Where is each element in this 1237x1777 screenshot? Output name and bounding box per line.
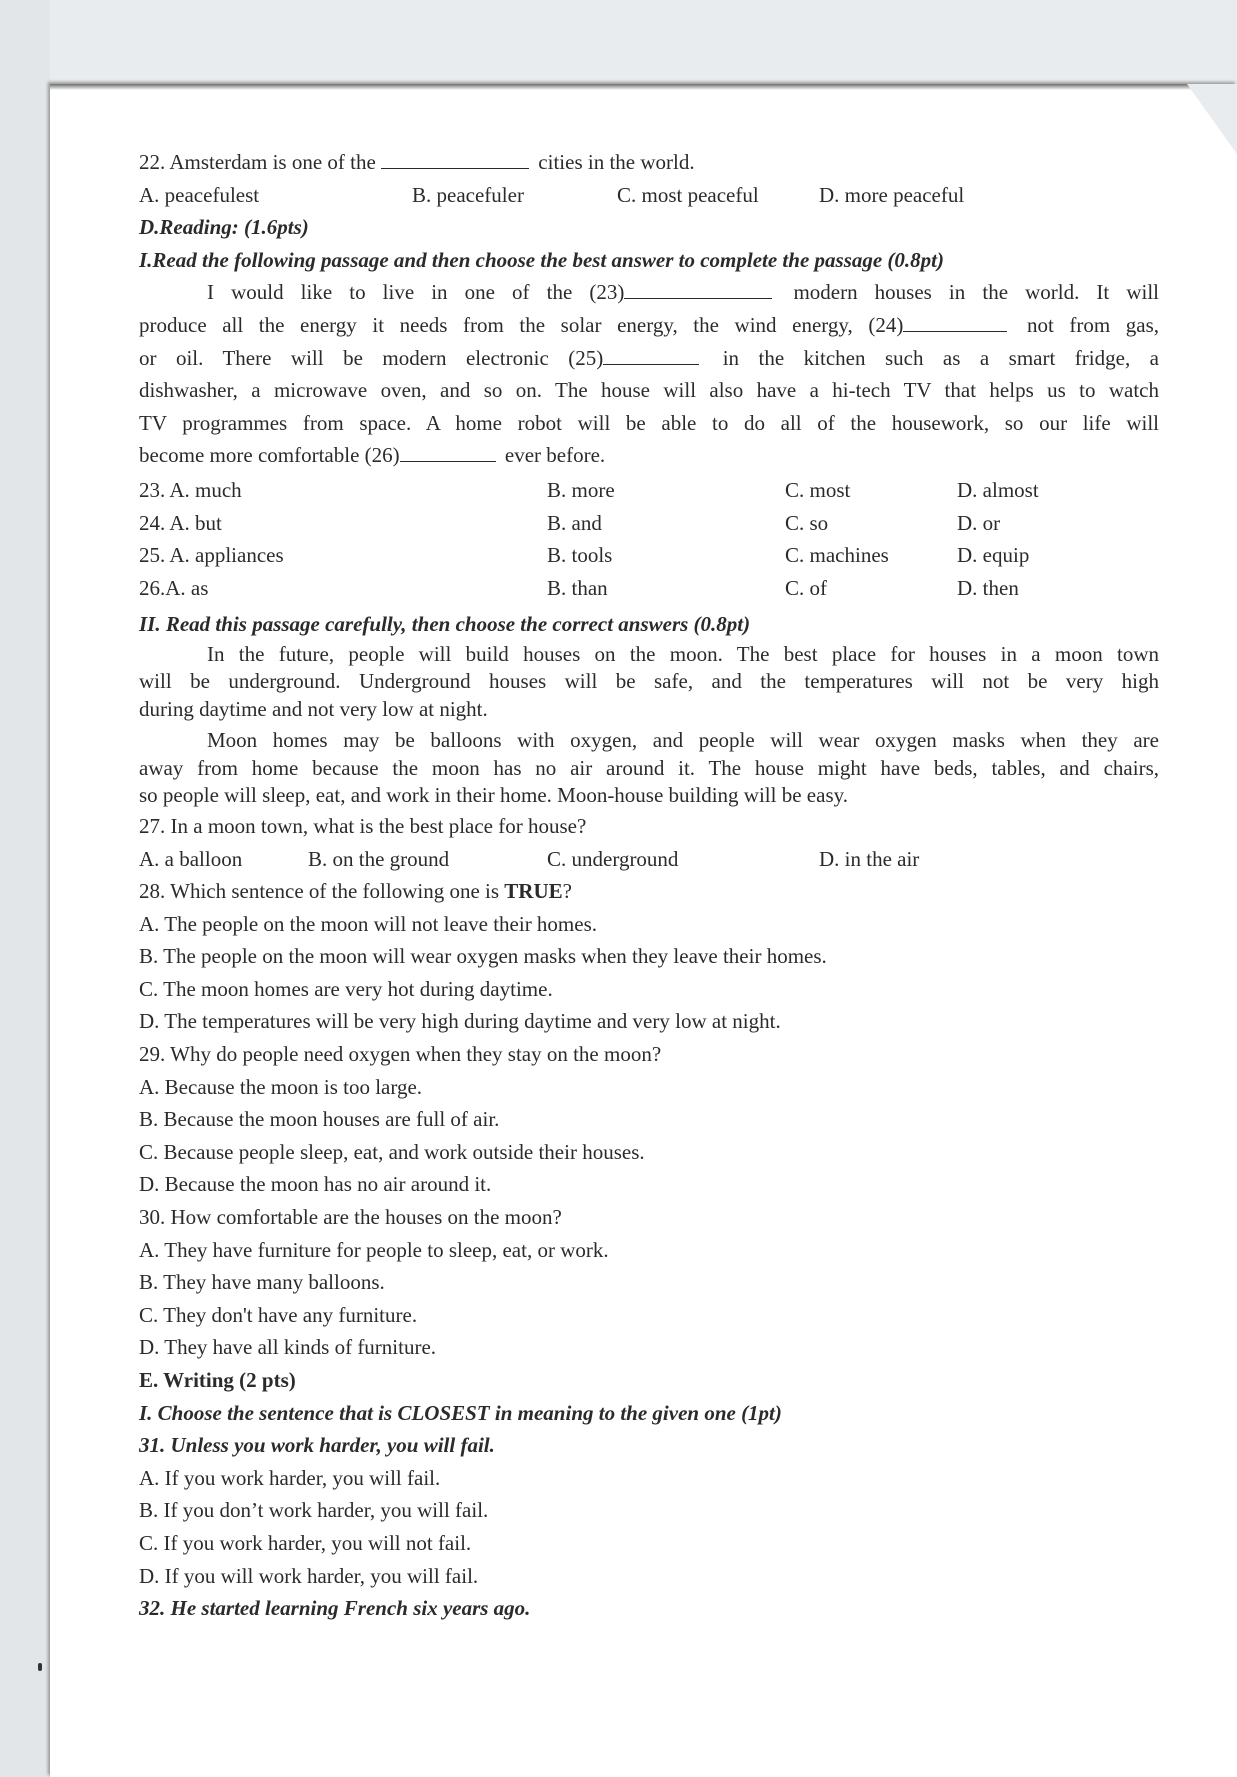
passage-1-line-4: dishwasher, a microwave oven, and so on. The house will also have a hi-tech TV that helps us to watch	[139, 378, 1159, 403]
option-26-a[interactable]: 26.A. as	[139, 575, 209, 600]
option-26-c[interactable]: C. of	[785, 575, 827, 600]
passage-2	[139, 641, 1159, 810]
option-31-b[interactable]: B. If you don’t work harder, you will fail.	[139, 1498, 489, 1523]
option-28-c[interactable]: C. The moon homes are very hot during daytime.	[139, 976, 553, 1001]
option-26-b[interactable]: B. than	[547, 575, 608, 600]
option-23-a[interactable]: 23. A. much	[139, 477, 242, 502]
option-30-b[interactable]: B. They have many balloons.	[139, 1270, 385, 1295]
answer-blank-24[interactable]	[903, 311, 1007, 332]
folded-corner	[1187, 84, 1237, 154]
option-30-a[interactable]: A. They have furniture for people to sleep, eat, or work.	[139, 1237, 609, 1262]
passage-2-line-1: In the future, people will build houses on the moon. The best place for houses in a moon town	[207, 641, 1159, 666]
passage-1-line-1	[139, 276, 1159, 309]
option-22-b[interactable]: B. peacefuler	[412, 182, 524, 207]
option-24-a[interactable]: 24. A. but	[139, 510, 222, 535]
answer-blank-25[interactable]	[603, 344, 699, 365]
question-29-stem: 29. Why do people need oxygen when they stay on the moon?	[139, 1042, 662, 1067]
option-23-d[interactable]: D. almost	[957, 477, 1039, 502]
option-31-a[interactable]: A. If you work harder, you will fail.	[139, 1465, 441, 1490]
option-28-d[interactable]: D. The temperatures will be very high during daytime and very low at night.	[139, 1009, 781, 1034]
passage-1	[139, 276, 1159, 472]
reading-part2-title: II. Read this passage carefully, then choose the correct answers (0.8pt)	[139, 612, 751, 637]
passage-2-line-2: will be underground. Underground houses will be safe, and the temperatures will not be very high	[139, 669, 1159, 694]
option-24-c[interactable]: C. so	[785, 510, 829, 535]
passage-1-line-2	[139, 309, 1159, 342]
option-31-d[interactable]: D. If you will work harder, you will fail.	[139, 1563, 479, 1588]
option-22-c[interactable]: C. most peaceful	[617, 182, 759, 207]
cloze-row-26	[139, 572, 1159, 605]
question-28-mark: ?	[562, 879, 572, 904]
option-23-b[interactable]: B. more	[547, 477, 615, 502]
option-30-d[interactable]: D. They have all kinds of furniture.	[139, 1335, 437, 1360]
option-22-a[interactable]: A. peacefulest	[139, 182, 260, 207]
passage-1-text: produce all the energy it needs from the solar energy, the wind energy, (24)	[139, 312, 904, 337]
option-27-c[interactable]: C. underground	[547, 846, 679, 871]
option-22-d[interactable]: D. more peaceful	[819, 182, 965, 207]
option-25-c[interactable]: C. machines	[785, 543, 889, 568]
answer-blank-23[interactable]	[624, 278, 772, 299]
passage-1-text: become more comfortable (26)	[139, 443, 400, 468]
question-22-stem-start: 22. Amsterdam is one of the	[139, 150, 376, 174]
option-31-c[interactable]: C. If you work harder, you will not fail.	[139, 1530, 472, 1555]
option-25-a[interactable]: 25. A. appliances	[139, 543, 284, 568]
question-31-stem: 31. Unless you work harder, you will fail.	[139, 1433, 495, 1458]
option-30-c[interactable]: C. They don't have any furniture.	[139, 1302, 418, 1327]
passage-1-text: modern houses in the world. It will	[793, 280, 1160, 305]
paper-top-shadow	[50, 84, 1237, 90]
question-22-options	[139, 179, 1159, 212]
question-22-stem-end: cities in the world.	[538, 150, 695, 174]
option-29-a[interactable]: A. Because the moon is too large.	[139, 1074, 423, 1099]
question-30-stem: 30. How comfortable are the houses on the moon?	[139, 1205, 562, 1230]
question-32-stem: 32. He started learning French six years ago.	[139, 1596, 531, 1621]
passage-1-text: ever before.	[504, 443, 606, 468]
question-27-stem: 27. In a moon town, what is the best place for house?	[139, 813, 587, 838]
answer-blank-22[interactable]	[381, 148, 529, 169]
reading-heading: D.Reading: (1.6pts)	[139, 215, 309, 240]
option-25-d[interactable]: D. equip	[957, 543, 1030, 568]
cloze-row-23	[139, 474, 1159, 507]
option-29-c[interactable]: C. Because people sleep, eat, and work outside their houses.	[139, 1139, 645, 1164]
passage-2-line-6: so people will sleep, eat, and work in their home. Moon-house building will be easy.	[139, 783, 848, 808]
question-22-stem	[139, 146, 1159, 179]
worksheet-content	[139, 146, 1159, 1625]
passage-1-text: I would like to live in one of the (23)	[207, 280, 625, 305]
option-23-c[interactable]: C. most	[785, 477, 851, 502]
option-28-b[interactable]: B. The people on the moon will wear oxygen masks when they leave their homes.	[139, 944, 827, 969]
option-25-b[interactable]: B. tools	[547, 543, 613, 568]
passage-1-text: in the kitchen such as a smart fridge, a	[722, 345, 1159, 370]
passage-1-text: or oil. There will be modern electronic (25)	[139, 345, 604, 370]
scan-mark	[38, 1663, 42, 1671]
passage-2-line-4: Moon homes may be balloons with oxygen, and people will wear oxygen masks when they are	[207, 728, 1159, 753]
passage-1-text: not from gas,	[1026, 312, 1160, 337]
option-29-d[interactable]: D. Because the moon has no air around it.	[139, 1172, 492, 1197]
option-24-d[interactable]: D. or	[957, 510, 1001, 535]
option-26-d[interactable]: D. then	[957, 575, 1019, 600]
writing-part1-title: I. Choose the sentence that is CLOSEST in meaning to the given one (1pt)	[139, 1400, 782, 1425]
passage-1-line-5: TV programmes from space. A home robot will be able to do all of the housework, so our life will	[139, 410, 1159, 435]
passage-2-line-5: away from home because the moon has no air around it. The house might have beds, tables, and chairs,	[139, 755, 1159, 780]
writing-heading: E. Writing (2 pts)	[139, 1368, 296, 1392]
cloze-row-24	[139, 507, 1159, 540]
option-27-d[interactable]: D. in the air	[819, 846, 920, 871]
option-27-b[interactable]: B. on the ground	[308, 846, 450, 871]
option-24-b[interactable]: B. and	[547, 510, 602, 535]
cloze-options	[139, 474, 1159, 604]
option-27-a[interactable]: A. a balloon	[139, 846, 243, 871]
reading-part1-title: I.Read the following passage and then choose the best answer to complete the passage (0.8pt)	[139, 247, 945, 272]
question-28-stem-text: 28. Which sentence of the following one is	[139, 879, 500, 904]
answer-blank-26[interactable]	[400, 441, 496, 462]
passage-2-line-3: during daytime and not very low at night.	[139, 696, 488, 721]
passage-1-line-6	[139, 439, 1159, 472]
scan-background-strip	[0, 0, 50, 1777]
question-27-options	[139, 843, 1159, 876]
passage-1-line-3	[139, 342, 1159, 375]
question-28-stem	[139, 875, 1159, 908]
question-28-emphasis: TRUE	[504, 879, 563, 904]
option-28-a[interactable]: A. The people on the moon will not leave their homes.	[139, 911, 598, 936]
cloze-row-25	[139, 539, 1159, 572]
option-29-b[interactable]: B. Because the moon houses are full of air.	[139, 1107, 500, 1132]
